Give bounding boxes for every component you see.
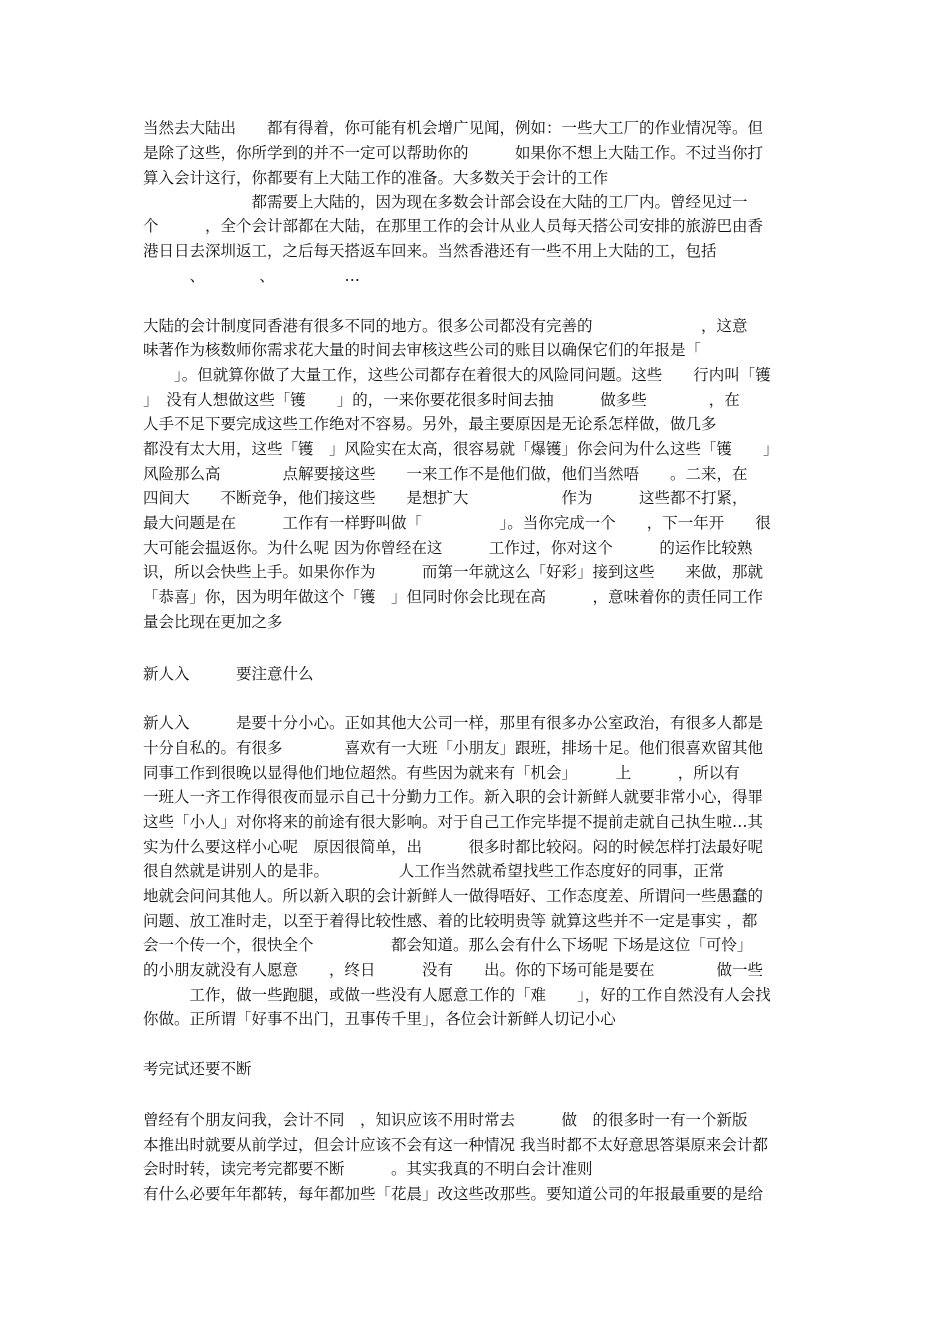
text-line: 新人入 是要十分小心。正如其他大公司一样，那里有很多办公室政治，有很多人都是: [143, 714, 764, 732]
text-line: 量会比现在更加之多: [143, 613, 283, 631]
text-line: 风险那么高 点解要接这些 一来工作不是他们做，他们当然唔 。二来，在: [143, 465, 748, 483]
text-line: 、 、 …: [143, 267, 361, 285]
text-line: 四间大 不断竞争，他们接这些 是想扩大 作为 这些都不打紧，: [143, 489, 748, 507]
text-line: 会一个传一个，很快全个 都会知道。那么会有什么下场呢 下场是这位「可怜」: [143, 936, 753, 954]
text-line: 实为什么要这样小心呢 原因很简单，出 很多时都比较闷。闷的时候怎样打法最好呢: [143, 838, 764, 856]
text-line: 当然去大陆出 都有得着，你可能有机会增广见闻，例如：一些大工厂的作业情况等。但: [143, 119, 764, 137]
text-line: 都需要上大陆的，因为现在多数会计部会设在大陆的工厂内。曾经见过一: [143, 193, 748, 211]
text-line: 人手不足下要完成这些工作绝对不容易。另外，最主要原因是无论系怎样做，做几多: [143, 415, 717, 433]
text-line: 工作，做一些跑腿，或做一些没有人愿意工作的「难 」，好的工作自然没有人会找: [143, 986, 771, 1004]
text-line: 算入会计这行，你都要有上大陆工作的准备。大多数关于会计的工作: [143, 169, 609, 187]
text-line: 大陆的会计制度同香港有很多不同的地方。很多公司都没有完善的 ，这意: [143, 317, 748, 335]
text-line: 会时时转，读完考完都要不断 。其实我真的不明白会计准则: [143, 1160, 593, 1178]
text-line: 的小朋友就没有人愿意 ，终日 没有 出。你的下场可能是要在 做一些: [143, 961, 764, 979]
text-line: 很自然就是讲别人的是非。 人工作当然就希望找些工作态度好的同事，正常: [143, 862, 725, 880]
text-line: 识，所以会快些上手。如果你作为 而第一年就这么「好彩」接到这些 来做，那就: [143, 563, 764, 581]
text-line: 这些「小人」对你将来的前途有很大影响。对于自己工作完毕提不提前走就自己执生啦…其: [143, 813, 764, 831]
text-line: 问题、放工准时走，以至于着得比较性感、着的比较明贵等 就算这些并不一定是事实 ，都: [143, 912, 758, 930]
text-line: 十分自私的。有很多 喜欢有一大班「小朋友」跟班，排场十足。他们很喜欢留其他: [143, 739, 764, 757]
text-line: 你做。正所谓「好事不出门，丑事传千里」，各位会计新鲜人切记小心: [143, 1010, 616, 1028]
text-line: 有什么必要年年都转，每年都加些「花晨」改这些改那些。要知道公司的年报最重要的是给: [143, 1185, 764, 1203]
text-line: 是除了这些，你所学到的并不一定可以帮助你的 如果你不想上大陆工作。不过当你打: [143, 144, 764, 162]
text-line: 曾经有个朋友问我，会计不同 ，知识应该不用时常去 做 的很多时一有一个新版: [143, 1111, 748, 1129]
text-line: 味著作为核数师你需求花大量的时间去审核这些公司的账目以确保它们的年报是「: [143, 341, 702, 359]
text-line: 个 ，全个会计部都在大陆，在那里工作的会计从业人员每天搭公司安排的旅游巴由香: [143, 217, 764, 235]
text-line: 港日日去深圳返工，之后每天搭返车回来。当然香港还有一些不用上大陆的工，包括: [143, 242, 717, 260]
text-line: 一班人一齐工作得很夜而显示自己十分勤力工作。新入职的会计新鲜人就要非常小心，得罪: [143, 788, 764, 806]
text-line: 本推出时就要从前学过，但会计应该不会有这一种情况 我当时都不太好意思答渠原来会计都: [143, 1136, 768, 1154]
section-heading: 新人入 要注意什么: [143, 665, 314, 683]
text-line: 地就会问问其他人。所以新入职的会计新鲜人一做得唔好、工作态度差、所谓问一些愚蠢的: [143, 887, 764, 905]
text-line: 同事工作到很晚以显得他们地位超然。有些因为就来有「机会」 上 ，所以有: [143, 764, 740, 782]
text-line: 「恭喜」你，因为明年做这个「镬 」但同时你会比现在高 ，意味着你的责任同工作: [143, 588, 764, 606]
text-line: 最大问题是在 工作有一样野叫做「 」。当你完成一个 ，下一年开 很: [143, 514, 771, 532]
text-line: 」。但就算你做了大量工作，这些公司都存在着很大的风险同问题。这些 行内叫「镬: [143, 366, 771, 384]
section-heading: 考完试还要不断: [143, 1060, 252, 1078]
text-line: 」 没有人想做这些「镬 」的，一来你要花很多时间去抽 做多些 ，在: [143, 391, 740, 409]
text-line: 大可能会揾返你。为什么呢 因为你曾经在这 工作过，你对这个 的运作比较熟: [143, 539, 753, 557]
text-line: 都没有太大用，这些「镬 」风险实在太高，很容易就「爆镬」你会问为什么这些「镬 」: [143, 440, 779, 458]
